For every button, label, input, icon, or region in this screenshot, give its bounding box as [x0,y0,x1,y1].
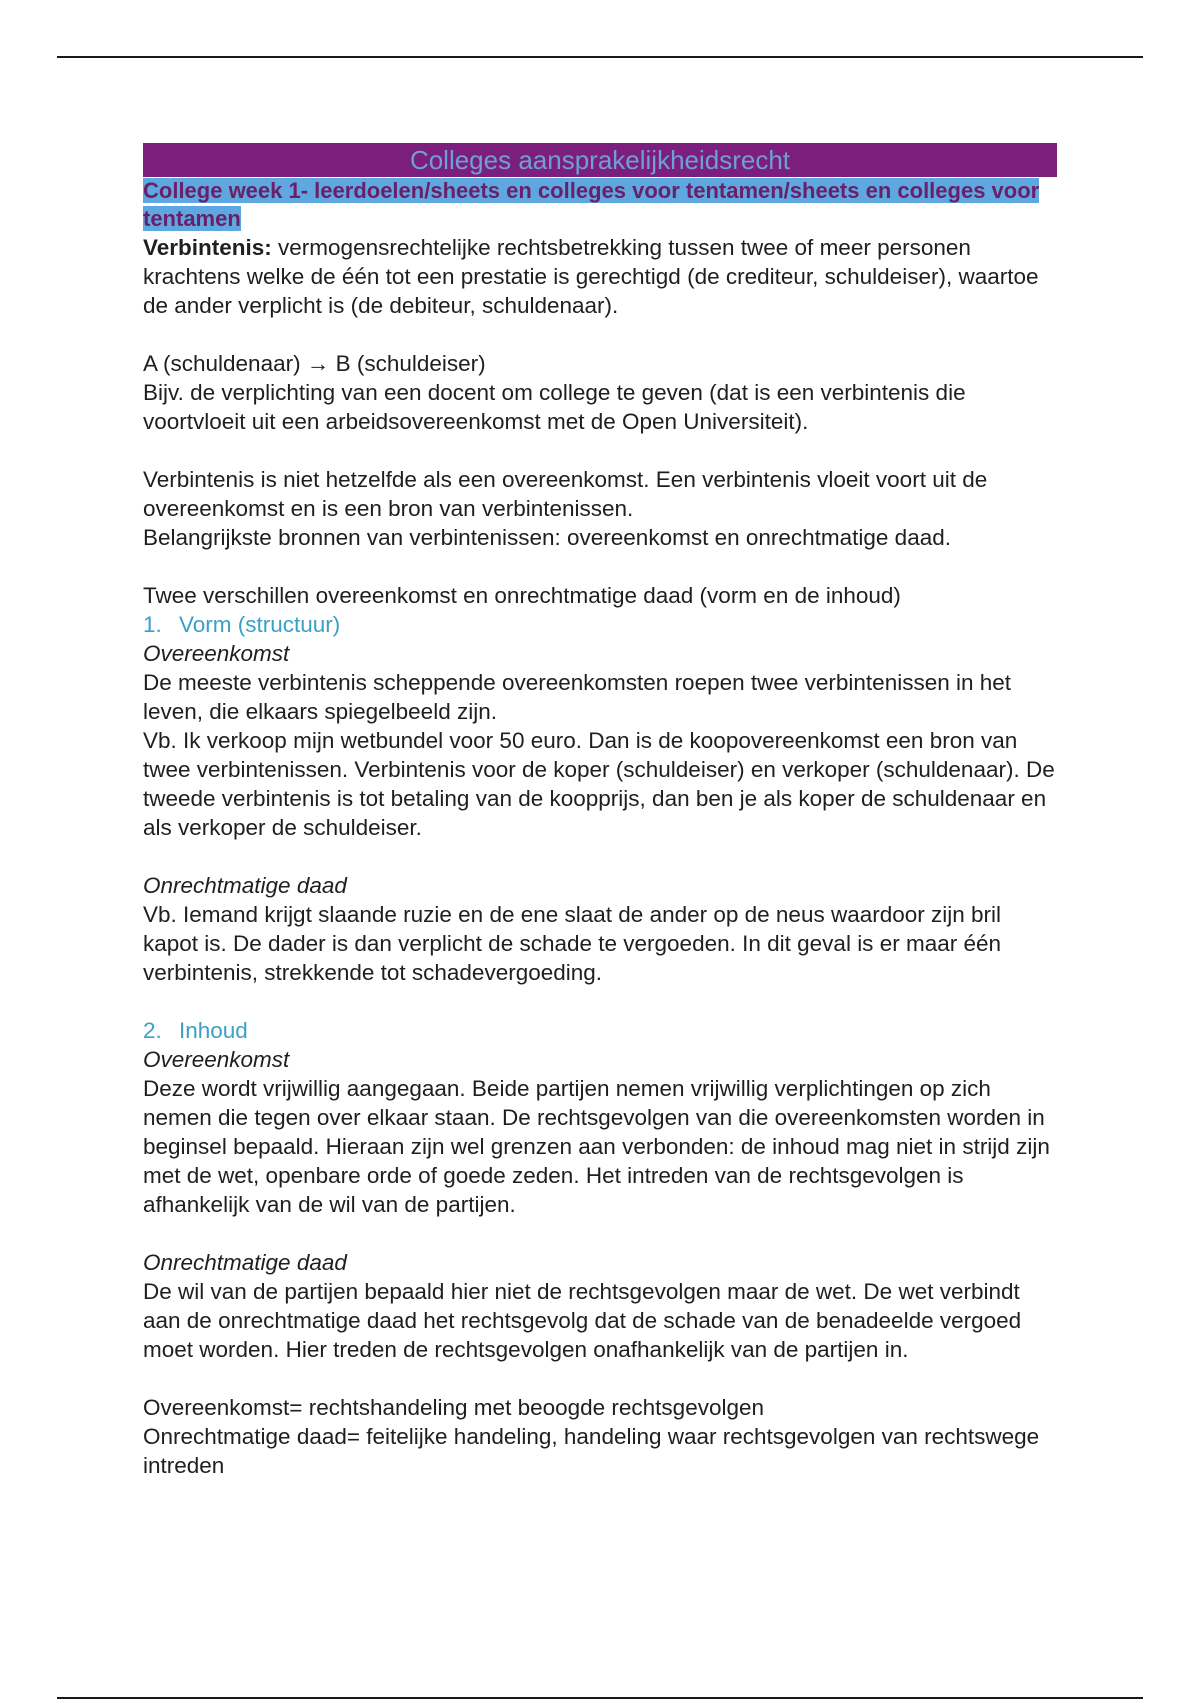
s1-onrechtmatige-daad-heading: Onrechtmatige daad [143,873,347,898]
differences-intro: Twee verschillen overeenkomst en onrechtmatige daad (vorm en de inhoud) [143,583,901,608]
verbintenis-label: Verbintenis: [143,235,272,260]
s2-overeenkomst-heading: Overeenkomst [143,1047,290,1072]
ab-line: A (schuldenaar) → B (schuldeiser) [143,351,486,376]
verbintenis-text: vermogensrechtelijke rechtsbetrekking tussen twee of meer personen krachtens welke de één tot een prestatie is gerechtigd (de crediteur, schuldeiser), waartoe de ander verplicht is (de debiteur, schuldenaar). [143,235,1039,318]
section-1-heading [143,610,1057,639]
document-title: Colleges aansprakelijkheidsrecht [143,143,1057,177]
section-2-title: Inhoud [179,1018,248,1043]
s2-onrechtmatige-daad-text: De wil van de partijen bepaald hier niet de rechtsgevolgen maar de wet. De wet verbindt aan de onrechtmatige daad het rechtsgevolg dat de schade van de benadeelde vergoed moet worden. Hier treden de rechtsgevolgen onafhankelijk van de partijen in. [143,1279,1022,1362]
example-1: Bijv. de verplichting van een docent om college te geven (dat is een verbintenis die voortvloeit uit een arbeidsovereenkomst met de Open Universiteit). [143,380,966,434]
section-2-number: 2. [143,1018,162,1043]
top-rule [57,56,1143,58]
document-subtitle: College week 1- leerdoelen/sheets en colleges voor tentamen/sheets en colleges voor tentamen [143,178,1040,231]
s1-onrechtmatige-daad-text: Vb. Iemand krijgt slaande ruzie en de ene slaat de ander op de neus waardoor zijn bril kapot is. De dader is dan verplicht de schade te vergoeden. In dit geval is er maar één verbintenis, strekkende tot schadevergoeding. [143,902,1002,985]
section-1-title: Vorm (structuur) [179,612,341,637]
s2-onrechtmatige-daad-heading: Onrechtmatige daad [143,1250,347,1275]
verbintenis-definition [143,233,1057,320]
s1-overeenkomst-text-1: De meeste verbintenis scheppende overeenkomsten roepen twee verbintenissen in het leven, die elkaars spiegelbeeld zijn. [143,670,1012,724]
s2-overeenkomst-text: Deze wordt vrijwillig aangegaan. Beide partijen nemen vrijwillig verplichtingen op zich nemen die tegen over elkaar staan. De rechtsgevolgen van die overeenkomsten worden in beginsel bepaald. Hieraan zijn wel grenzen aan verbonden: de inhoud mag niet in strijd zijn met de wet, openbare orde of goede zeden. Het intreden van de rechtsgevolgen is afhankelijk van de wil van de partijen. [143,1076,1050,1217]
paragraph-2a: Verbintenis is niet hetzelfde als een overeenkomst. Een verbintenis vloeit voort uit de overeenkomst en is een bron van verbintenissen. [143,467,988,521]
definition-overeenkomst: Overeenkomst= rechtshandeling met beoogde rechtsgevolgen [143,1395,765,1420]
s1-overeenkomst-text-2: Vb. Ik verkoop mijn wetbundel voor 50 euro. Dan is de koopovereenkomst een bron van twee verbintenissen. Verbintenis voor de koper (schuldeiser) en verkoper (schuldenaar). De tweede verbintenis is tot betaling van de koopprijs, dan ben je als koper de schuldenaar en als verkoper de schuldeiser. [143,728,1055,840]
section-1-number: 1. [143,612,162,637]
section-2-heading [143,1016,1057,1045]
definition-onrechtmatige-daad: Onrechtmatige daad= feitelijke handeling, handeling waar rechtsgevolgen van rechtswege intreden [143,1424,1040,1478]
paragraph-2b: Belangrijkste bronnen van verbintenissen: overeenkomst en onrechtmatige daad. [143,525,951,550]
s1-overeenkomst-heading: Overeenkomst [143,641,290,666]
document-body [143,143,1057,1480]
bottom-rule [57,1697,1143,1699]
